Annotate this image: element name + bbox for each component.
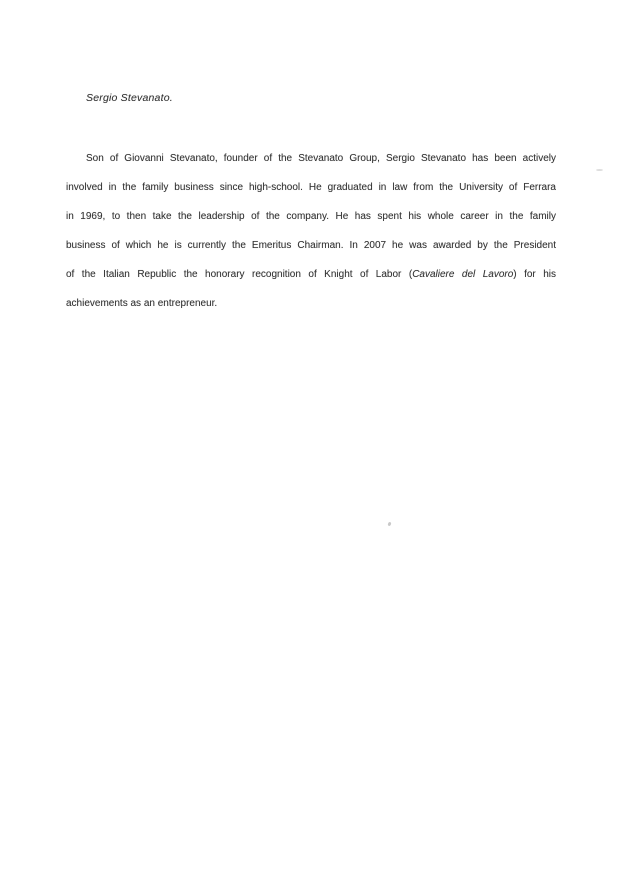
italic-phrase: Cavaliere del Lavoro xyxy=(412,269,514,280)
paragraph-line-6: achievements as an entrepreneur. xyxy=(66,298,218,309)
paragraph-line-3: in 1969, to then take the leadership of the company. He has spent his whole career in the family xyxy=(66,211,556,222)
paragraph-line-4: business of which he is currently the Emeritus Chairman. In 2007 he was awarded by the President xyxy=(66,240,556,251)
line-5-text-before: of the Italian Republic the honorary recognition of Knight of Labor ( xyxy=(66,269,413,280)
line-5-text-after: ) for his xyxy=(513,269,556,280)
document-title: Sergio Stevanato. xyxy=(86,92,173,104)
paragraph-line-2: involved in the family business since high-school. He graduated in law from the University of Ferrara xyxy=(66,182,556,193)
scan-artifact-dot xyxy=(387,522,391,527)
paragraph-line-1: Son of Giovanni Stevanato, founder of the Stevanato Group, Sergio Stevanato has been actively xyxy=(86,153,556,164)
biography-paragraph xyxy=(66,144,556,318)
scan-artifact-smudge xyxy=(596,169,603,171)
paragraph-line-5 xyxy=(66,260,556,289)
